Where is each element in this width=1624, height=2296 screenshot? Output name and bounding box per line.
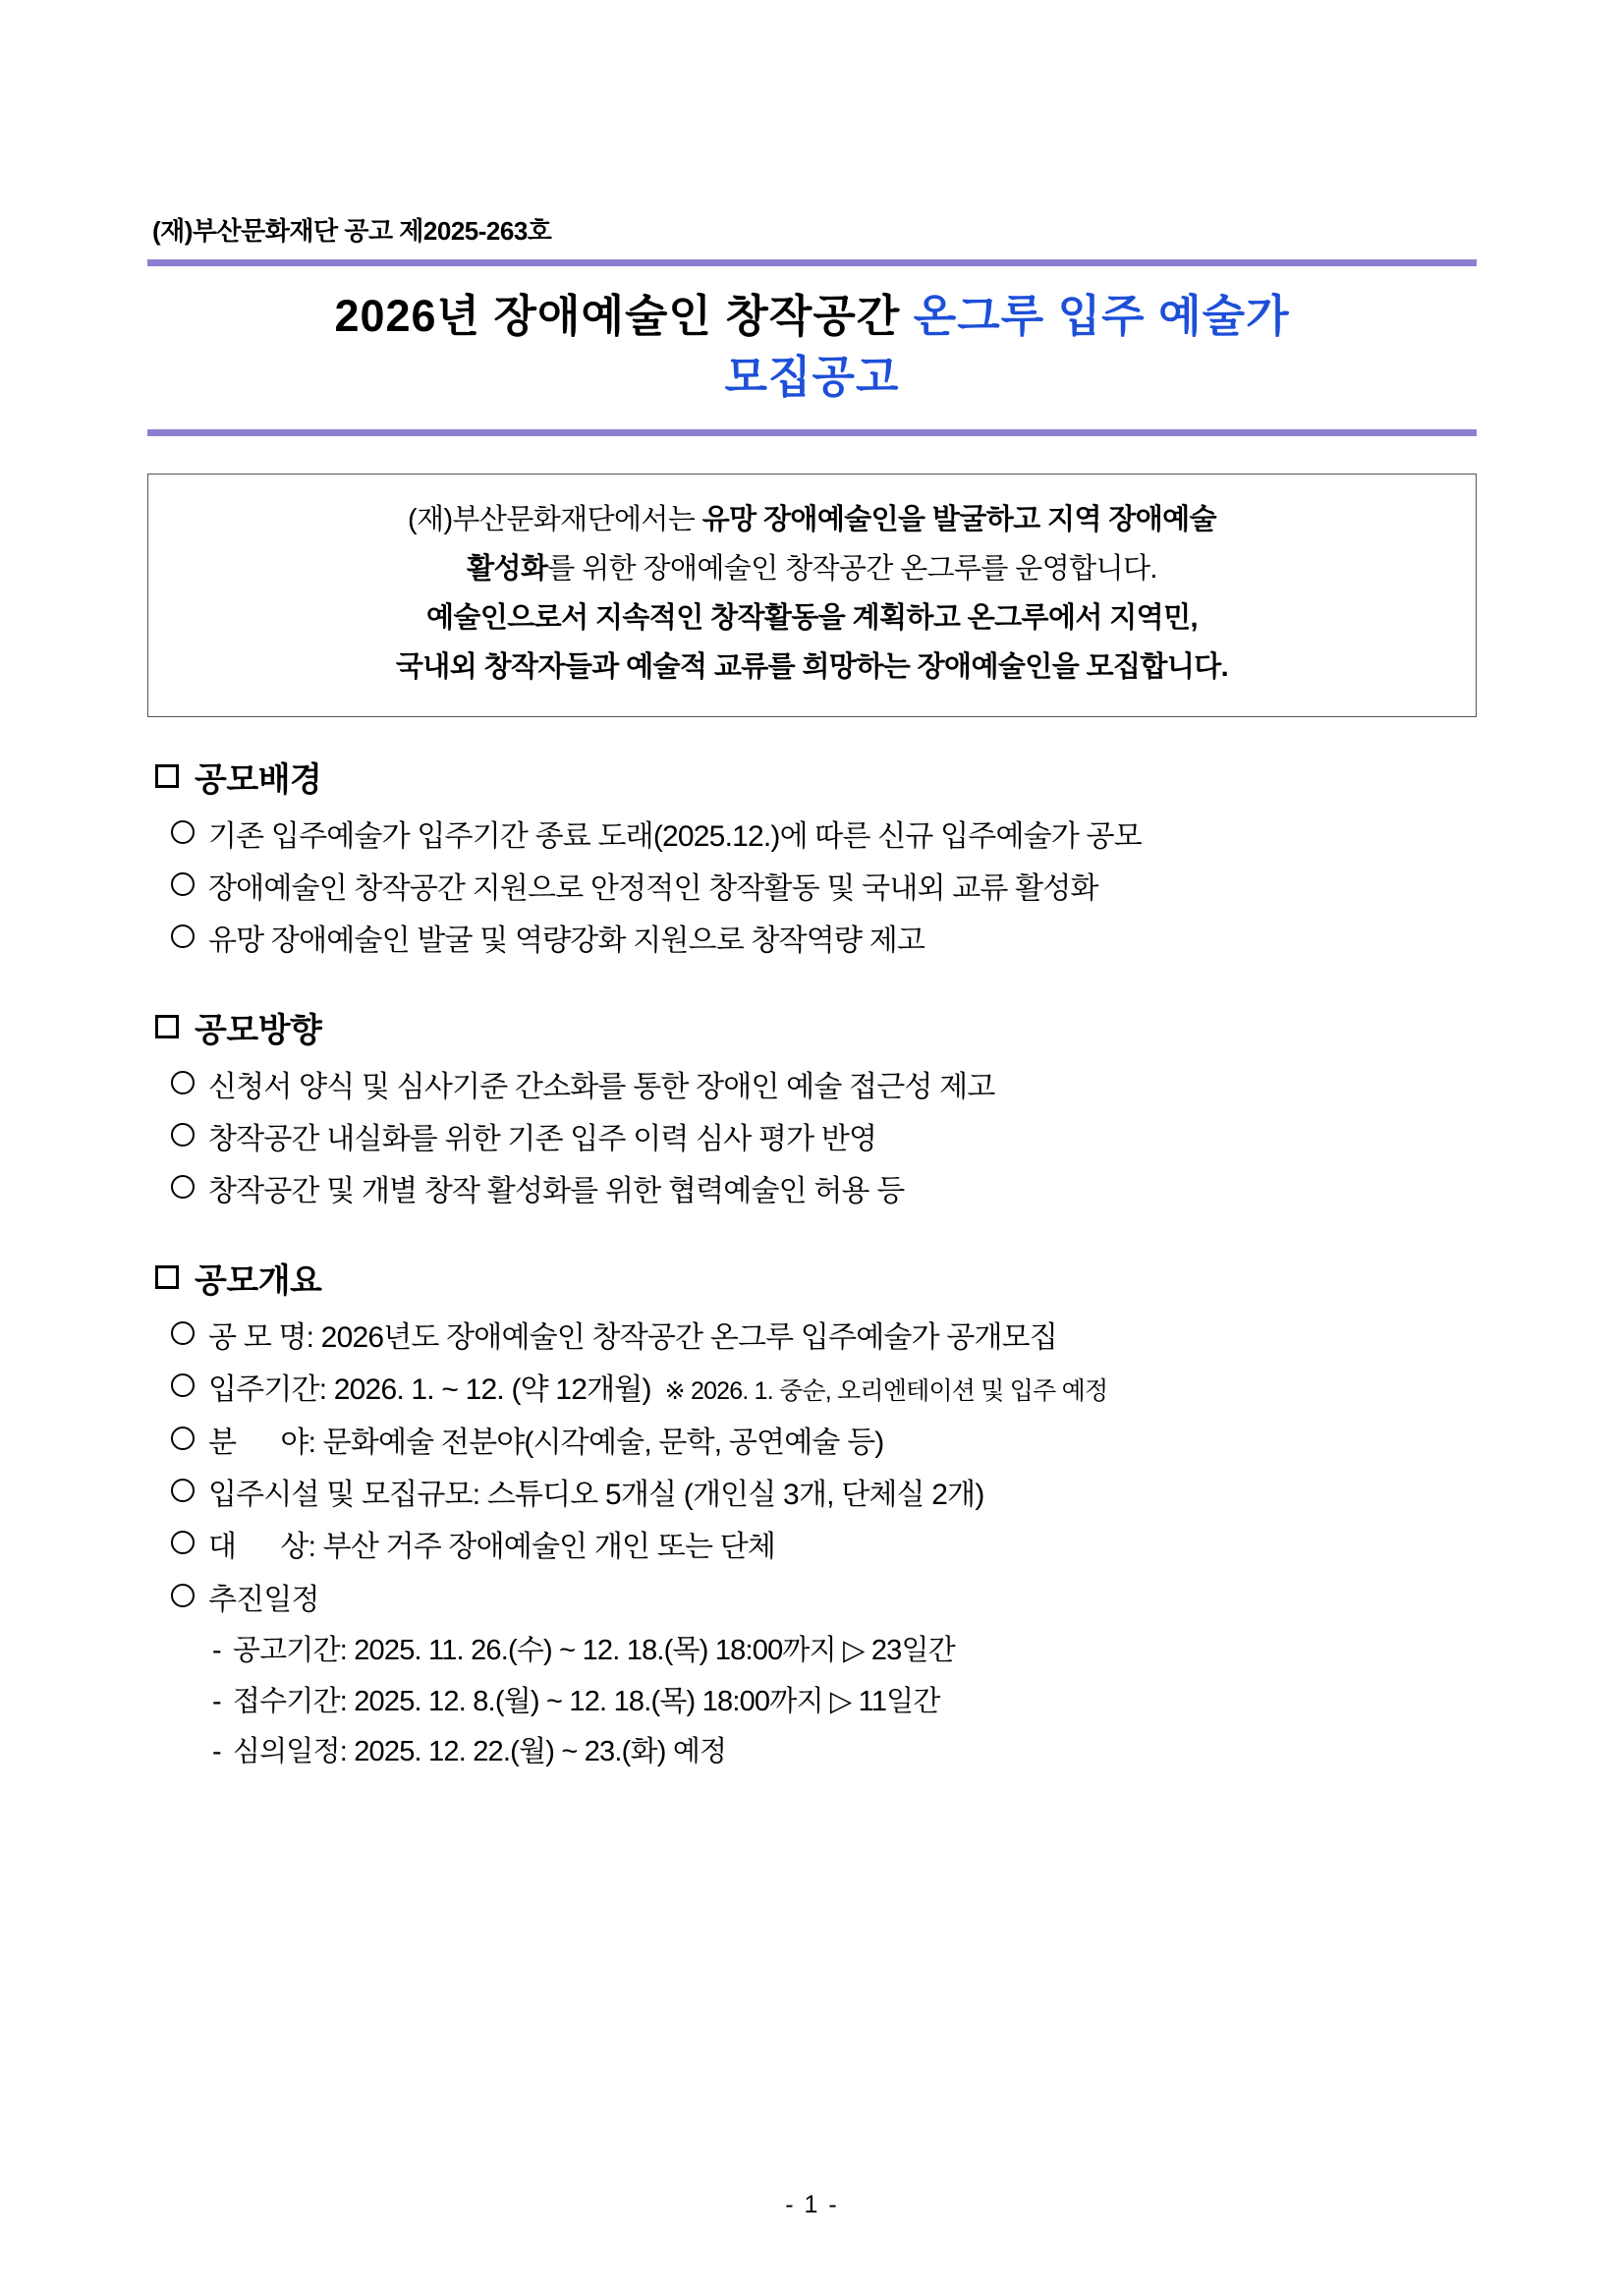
section-overview	[147, 1254, 1477, 1778]
list-item	[147, 811, 1477, 863]
document-number: (재)부산문화재단 공고 제2025-263호	[152, 216, 552, 246]
list-item-note: ※ 2026. 1. 중순, 오리엔테이션 및 입주 예정	[664, 1377, 1108, 1406]
square-bullet-icon	[155, 1265, 179, 1289]
circle-bullet-icon	[171, 1479, 195, 1502]
circle-bullet-icon	[171, 1373, 195, 1397]
circle-bullet-icon	[171, 1175, 195, 1199]
section-heading-overview	[155, 1254, 1477, 1302]
section-heading-label: 공모배경	[195, 760, 322, 799]
list-item-text: 창작공간 내실화를 위한 기존 입주 이력 심사 평가 반영	[208, 1123, 877, 1156]
section-heading-label: 공모방향	[195, 1011, 322, 1049]
list-item-text: 입주기간: 2026. 1. ~ 12. (약 12개월)	[208, 1373, 651, 1407]
list-item	[147, 915, 1477, 967]
section-background-list	[147, 811, 1477, 968]
section-heading-background	[155, 753, 1477, 801]
sub-list-item-text: 심의일정: 2025. 12. 22.(월) ~ 23.(화) 예정	[232, 1736, 727, 1768]
list-item-text: 대 상: 부산 거주 장애예술인 개인 또는 단체	[208, 1531, 776, 1564]
list-item	[147, 1364, 1477, 1416]
intro-line-4: 국내외 창작자들과 예술적 교류를 희망하는 장애예술인을 모집합니다.	[395, 650, 1229, 683]
sub-list-item-text: 공고기간: 2025. 11. 26.(수) ~ 12. 18.(목) 18:00까지 ▷ 23일간	[232, 1635, 955, 1667]
circle-bullet-icon	[171, 1427, 195, 1450]
list-item	[147, 1574, 1477, 1626]
circle-bullet-icon	[171, 1531, 195, 1554]
circle-bullet-icon	[171, 1321, 195, 1345]
section-direction-list	[147, 1061, 1477, 1218]
circle-bullet-icon	[171, 820, 195, 844]
list-item-text: 공 모 명: 2026년도 장애예술인 창작공간 온그루 입주예술가 공개모집	[208, 1320, 1058, 1354]
list-item-text: 입주시설 및 모집규모: 스튜디오 5개실 (개인실 3개, 단체실 2개)	[208, 1479, 984, 1512]
section-heading-label: 공모개요	[195, 1261, 322, 1300]
title-text-accent: 온그루 입주 예술가	[913, 291, 1290, 341]
dash-bullet-icon: -	[212, 1635, 221, 1667]
list-item-text: 장애예술인 창작공간 지원으로 안정적인 창작활동 및 국내외 교류 활성화	[208, 871, 1098, 905]
circle-bullet-icon	[171, 1071, 195, 1094]
list-item-text: 유망 장애예술인 발굴 및 역량강화 지원으로 창작역량 제고	[208, 924, 925, 958]
square-bullet-icon	[155, 1015, 179, 1038]
intro-line-1: (재)부산문화재단에서는 유망 장애예술인을 발굴하고 지역 장애예술	[407, 504, 1216, 535]
list-item	[147, 1061, 1477, 1113]
section-direction	[147, 1003, 1477, 1218]
list-item	[147, 1417, 1477, 1469]
square-bullet-icon	[155, 764, 179, 788]
document-title-line-1	[147, 284, 1477, 348]
section-heading-direction	[155, 1003, 1477, 1051]
circle-bullet-icon	[171, 1584, 195, 1607]
list-item-text: 분 야: 문화예술 전분야(시각예술, 문학, 공연예술 등)	[208, 1426, 884, 1459]
page-number: - 1 -	[785, 2191, 839, 2218]
list-item-text: 기존 입주예술가 입주기간 종료 도래(2025.12.)에 따른 신규 입주예술가 공모	[208, 819, 1142, 853]
title-block	[147, 259, 1477, 436]
dash-bullet-icon: -	[212, 1685, 221, 1717]
section-overview-list	[147, 1312, 1477, 1626]
section-background	[147, 753, 1477, 968]
document-title-line-2: 모집공고	[724, 352, 900, 403]
list-item	[147, 1469, 1477, 1521]
list-item	[147, 1113, 1477, 1165]
circle-bullet-icon	[171, 924, 195, 948]
intro-line-3: 예술인으로서 지속적인 창작활동을 계획하고 온그루에서 지역민,	[426, 601, 1198, 634]
sub-list-item-text: 접수기간: 2025. 12. 8.(월) ~ 12. 18.(목) 18:00까지 ▷ 11일간	[232, 1685, 940, 1717]
list-item-text: 추진일정	[208, 1583, 319, 1616]
intro-box	[147, 474, 1477, 717]
sub-list-item	[147, 1677, 1477, 1728]
intro-line-2: 활성화를 위한 장애예술인 창작공간 온그루를 운영합니다.	[467, 552, 1157, 585]
title-text-plain: 2026년 장애예술인 창작공간	[334, 291, 914, 341]
list-item-text: 창작공간 및 개별 창작 활성화를 위한 협력예술인 허용 등	[208, 1175, 905, 1208]
sub-list-item	[147, 1727, 1477, 1778]
circle-bullet-icon	[171, 872, 195, 896]
sub-list-item	[147, 1626, 1477, 1677]
list-item	[147, 863, 1477, 915]
list-item	[147, 1521, 1477, 1573]
circle-bullet-icon	[171, 1123, 195, 1147]
list-item-text: 신청서 양식 및 심사기준 간소화를 통한 장애인 예술 접근성 제고	[208, 1070, 995, 1103]
dash-bullet-icon: -	[212, 1736, 221, 1768]
list-item	[147, 1312, 1477, 1364]
list-item	[147, 1165, 1477, 1217]
